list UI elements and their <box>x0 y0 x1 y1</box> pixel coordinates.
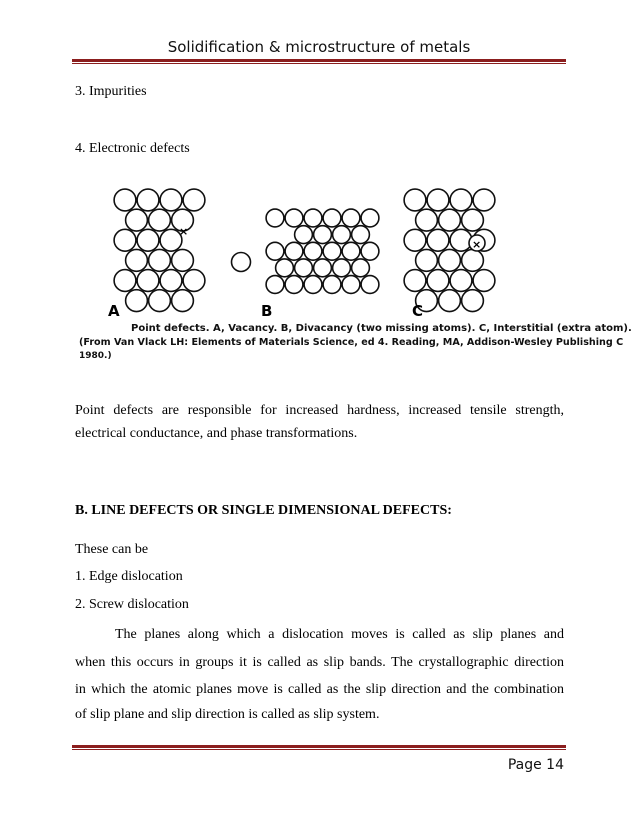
atom <box>404 229 426 251</box>
paragraph-line: The planes along which a dislocation moves is called as slip planes and <box>115 627 564 642</box>
atom <box>295 226 313 244</box>
atom <box>473 189 495 211</box>
atom <box>361 242 379 260</box>
figure-caption-line3: 1980.) <box>79 351 112 361</box>
interstitial-mark: × <box>472 238 482 251</box>
paragraph-line: electrical conductance, and phase transformations. <box>75 426 358 441</box>
atom <box>183 270 205 292</box>
atom <box>450 189 472 211</box>
section-heading: B. LINE DEFECTS OR SINGLE DIMENSIONAL DEFECTS: <box>75 503 452 518</box>
atom <box>114 270 136 292</box>
atom <box>427 189 449 211</box>
atom <box>323 209 341 227</box>
atom <box>462 290 484 312</box>
atom <box>160 270 182 292</box>
atom <box>160 189 182 211</box>
page-header: Solidification & microstructure of metals <box>167 38 471 56</box>
atom <box>137 229 159 251</box>
atom <box>462 249 484 271</box>
atom <box>276 259 294 277</box>
atom <box>137 270 159 292</box>
atom <box>172 249 194 271</box>
list-item-electronic-defects: 4. Electronic defects <box>75 141 190 156</box>
intro-text: These can be <box>75 542 149 557</box>
atom <box>427 270 449 292</box>
atom <box>183 189 205 211</box>
list-item-impurities: 3. Impurities <box>75 84 147 99</box>
footer-rule-thin <box>72 749 566 750</box>
vacancy-mark: × <box>179 225 189 238</box>
atom <box>352 259 370 277</box>
atom <box>266 242 284 260</box>
label-a: A <box>108 302 120 320</box>
paragraph-line: Point defects are responsible for increased hardness, increased tensile strength, <box>75 403 564 418</box>
atom <box>439 209 461 231</box>
atom <box>404 189 426 211</box>
list-item-edge-dislocation: 1. Edge dislocation <box>75 569 183 584</box>
figure-caption-line1: Point defects. A, Vacancy. B, Divacancy (two missing atoms). C, Interstitial (extra atom). <box>131 323 632 334</box>
atom <box>342 276 360 294</box>
label-c: C <box>412 302 424 320</box>
atom <box>149 209 171 231</box>
atom <box>314 226 332 244</box>
atom <box>126 209 148 231</box>
atom <box>439 290 461 312</box>
atom <box>439 249 461 271</box>
atom <box>266 209 284 227</box>
header-rule-thin <box>72 63 566 64</box>
atom <box>427 229 449 251</box>
atom <box>450 229 472 251</box>
atom <box>126 249 148 271</box>
atom <box>314 259 332 277</box>
atom <box>361 209 379 227</box>
footer-rule <box>72 745 566 748</box>
atom <box>416 249 438 271</box>
atom <box>149 249 171 271</box>
figure-caption-line2: (From Van Vlack LH: Elements of Materials Science, ed 4. Reading, MA, Addison-Wesley Publishing C <box>79 337 624 348</box>
atom <box>114 229 136 251</box>
atom <box>323 242 341 260</box>
label-b: B <box>261 302 273 320</box>
atom <box>352 226 370 244</box>
atom <box>473 270 495 292</box>
atom <box>462 209 484 231</box>
atom <box>416 209 438 231</box>
point-defects-figure <box>75 180 632 370</box>
atom <box>137 189 159 211</box>
paragraph-line: in which the atomic planes move is called as the slip direction and the combination <box>75 682 564 697</box>
page-number: Page 14 <box>507 757 564 773</box>
atom <box>333 259 351 277</box>
atom <box>404 270 426 292</box>
list-item-screw-dislocation: 2. Screw dislocation <box>75 597 189 612</box>
atom <box>285 209 303 227</box>
atom <box>126 290 148 312</box>
atom <box>304 242 322 260</box>
atom <box>285 276 303 294</box>
atom <box>149 290 171 312</box>
atom <box>342 209 360 227</box>
displaced-atom <box>232 253 251 272</box>
atom <box>450 270 472 292</box>
atom <box>323 276 341 294</box>
atom <box>304 276 322 294</box>
atom <box>295 259 313 277</box>
atom <box>361 276 379 294</box>
atom <box>172 290 194 312</box>
paragraph-line: of slip plane and slip direction is called as slip system. <box>75 707 380 722</box>
atom <box>266 276 284 294</box>
paragraph-line: when this occurs in groups it is called as slip bands. The crystallographic direction <box>75 655 564 670</box>
atom <box>333 226 351 244</box>
atom <box>285 242 303 260</box>
atom <box>304 209 322 227</box>
header-rule <box>72 59 566 62</box>
atom <box>114 189 136 211</box>
atom <box>342 242 360 260</box>
